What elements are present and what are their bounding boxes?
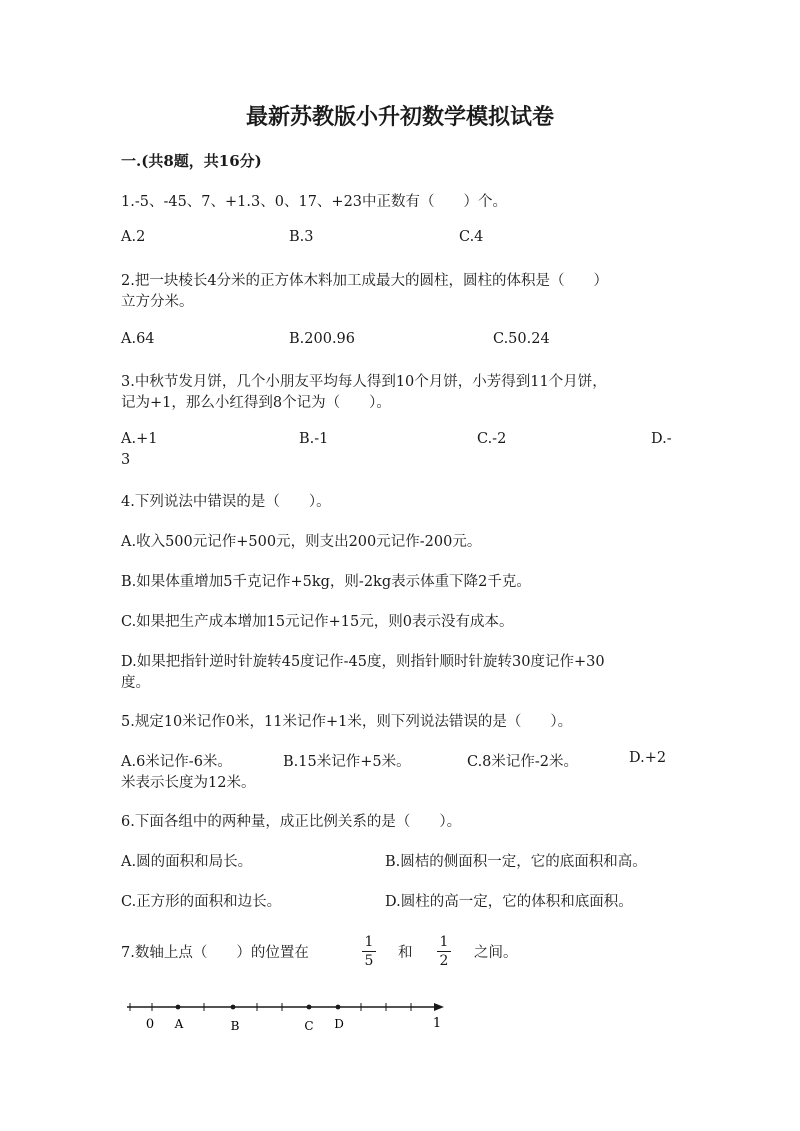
point-d-dot <box>336 1005 341 1010</box>
question-5-option-d: D.+2 <box>629 750 667 766</box>
question-1-option-a: A.2 <box>121 229 146 245</box>
question-7-stem-suffix: 之间。 <box>474 945 518 961</box>
question-3-option-b: B.-1 <box>299 431 329 447</box>
question-2-stem-line2: 立方分米。 <box>121 294 194 310</box>
question-5-stem: 5.规定10米记作0米，11米记作+1米，则下列说法错误的是（ ）。 <box>121 714 573 730</box>
question-3-option-a: A.+1 <box>121 431 158 447</box>
question-1-stem: 1.-5、-45、7、+1.3、0、17、+23中正数有（ ）个。 <box>121 194 508 210</box>
question-4-option-b: B.如果体重增加5千克记作+5kg，则-2kg表示体重下降2千克。 <box>121 574 531 590</box>
label-one: 1 <box>432 1016 442 1031</box>
question-6-option-d: D.圆柱的高一定，它的体积和底面积。 <box>385 894 633 910</box>
question-6-option-b: B.圆桔的侧面积一定，它的底面积和高。 <box>385 854 647 870</box>
question-6-option-c: C.正方形的面积和边长。 <box>121 894 282 910</box>
question-4-stem: 4.下列说法中错误的是（ ）。 <box>121 494 331 510</box>
question-3-option-d-continued: 3 <box>121 452 131 468</box>
question-2-stem-line1: 2.把一块棱长4分米的正方体木料加工成最大的圆柱，圆柱的体积是（ ） <box>121 273 609 289</box>
question-1-option-c: C.4 <box>459 229 484 245</box>
point-a-dot <box>176 1005 181 1010</box>
question-6-stem: 6.下面各组中的两种量，成正比例关系的是（ ）。 <box>121 814 462 830</box>
number-line-arrow <box>434 1003 444 1011</box>
page-title: 最新苏教版小升初数学模拟试卷 <box>245 105 554 130</box>
fraction-numerator: 1 <box>364 934 374 950</box>
question-3-option-d: D.- <box>651 431 672 447</box>
label-d: D <box>334 1017 344 1031</box>
fraction-numerator: 1 <box>439 934 449 950</box>
question-6-option-a: A.圆的面积和局长。 <box>121 854 253 870</box>
point-c-dot <box>307 1005 312 1010</box>
fraction-denominator: 5 <box>364 953 374 969</box>
section-heading: 一.(共8题，共16分) <box>121 152 262 170</box>
question-3-stem-line1: 3.中秋节发月饼，几个小朋友平均每人得到10个月饼，小芳得到11个月饼， <box>121 374 607 390</box>
question-3-stem-line2: 记为+1，那么小红得到8个记为（ ）。 <box>121 395 391 411</box>
question-7-between: 和 <box>398 945 413 961</box>
question-3-option-c: C.-2 <box>477 431 507 447</box>
question-2-option-c: C.50.24 <box>493 331 550 347</box>
question-4-option-a: A.收入500元记作+500元，则支出200元记作-200元。 <box>121 534 482 550</box>
label-c: C <box>304 1019 314 1033</box>
label-zero: 0 <box>145 1017 155 1032</box>
question-5-option-c: C.8米记作-2米。 <box>467 754 579 770</box>
question-5-option-b: B.15米记作+5米。 <box>283 754 411 770</box>
question-4-option-d-continued: 度。 <box>121 675 150 691</box>
fraction-denominator: 2 <box>439 953 449 969</box>
question-4-option-d: D.如果把指针逆时针旋转45度记作-45度，则指针顺时针旋转30度记作+30 <box>121 654 605 670</box>
question-5-option-d-continued: 米表示长度为12米。 <box>121 775 256 791</box>
point-b-dot <box>231 1005 236 1010</box>
question-7-stem-prefix: 7.数轴上点（ ）的位置在 <box>121 945 309 961</box>
question-2-option-b: B.200.96 <box>289 331 356 347</box>
question-2-option-a: A.64 <box>121 331 155 347</box>
label-a: A <box>174 1017 184 1031</box>
question-1-option-b: B.3 <box>289 229 314 245</box>
label-b: B <box>230 1019 240 1033</box>
question-4-option-c: C.如果把生产成本增加15元记作+15元，则0表示没有成本。 <box>121 614 514 630</box>
question-5-option-a: A.6米记作-6米。 <box>121 754 232 770</box>
